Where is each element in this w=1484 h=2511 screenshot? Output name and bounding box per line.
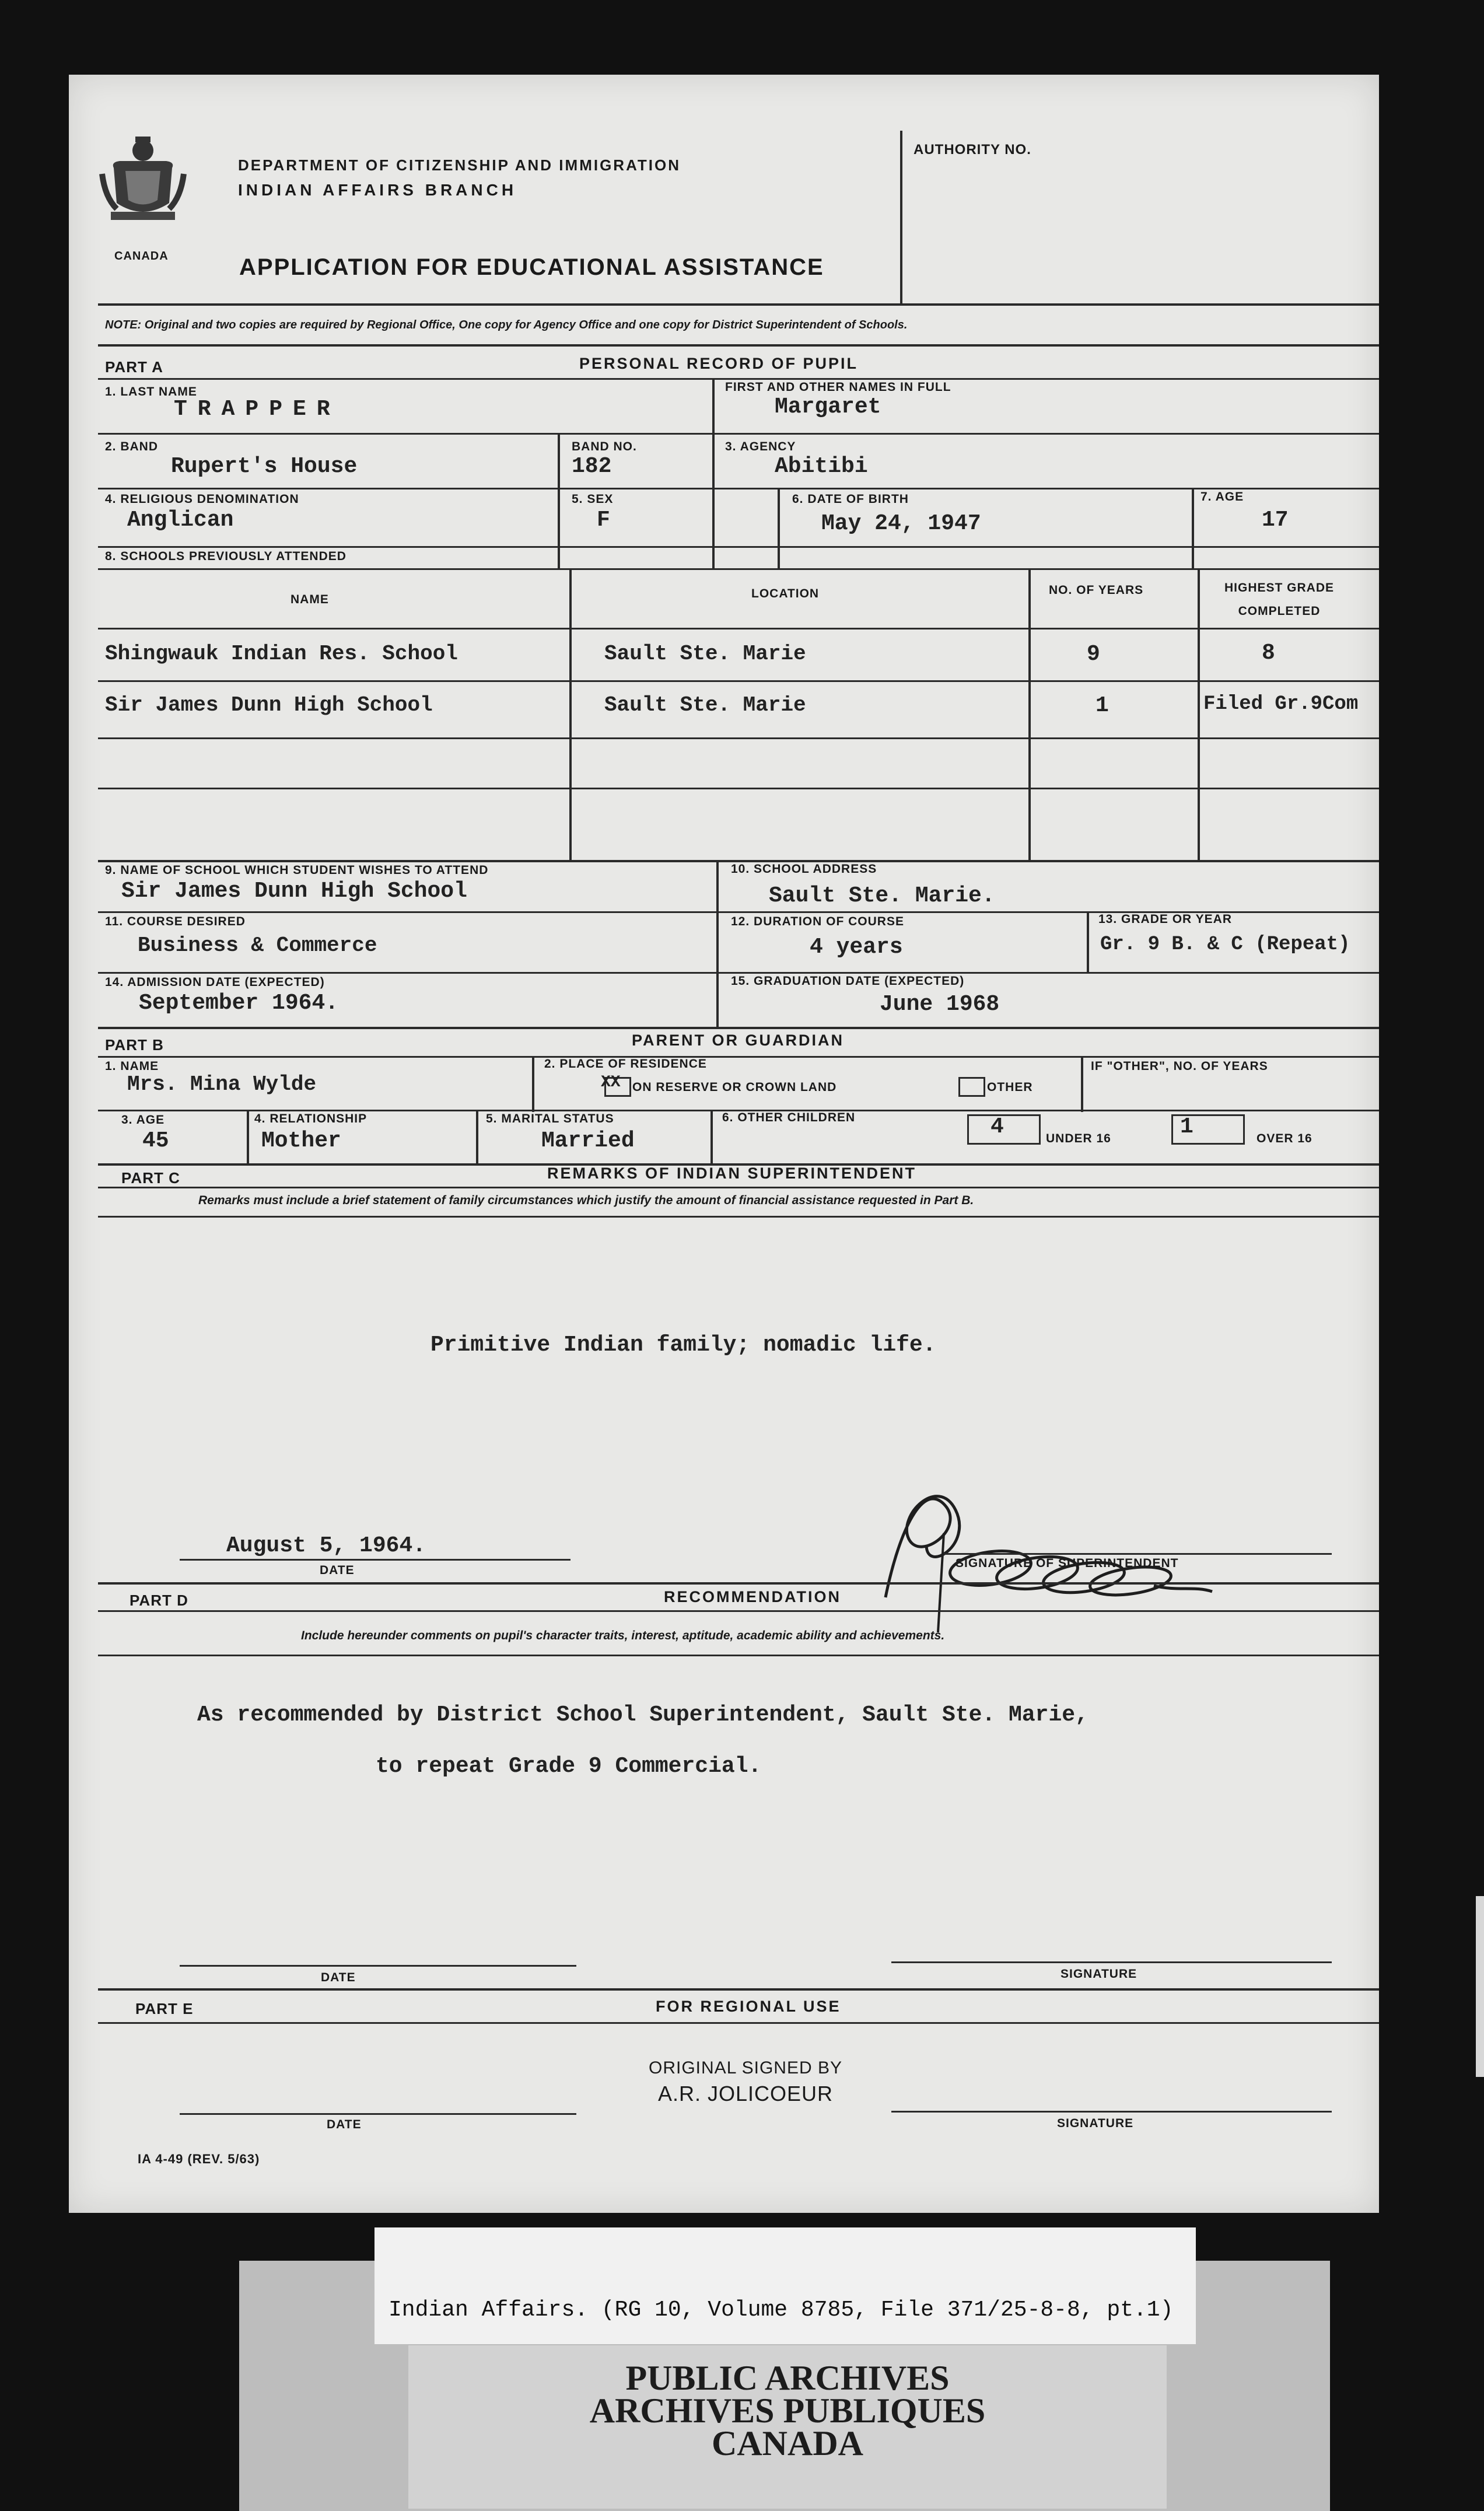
divider	[712, 378, 715, 568]
other-label: OTHER	[987, 1080, 1033, 1094]
under-16-value: 4	[991, 1114, 1004, 1139]
other-years-label: IF "OTHER", NO. OF YEARS	[1091, 1059, 1268, 1073]
parent-name-value: Mrs. Mina Wylde	[127, 1072, 317, 1096]
rule	[98, 568, 1379, 570]
archive-stamp-line-2: ARCHIVES PUBLIQUES	[589, 2391, 986, 2430]
divider	[569, 568, 572, 862]
rule	[98, 1187, 1379, 1188]
course-label: 11. COURSE DESIRED	[105, 915, 246, 928]
school-2-location: Sault Ste. Marie	[604, 693, 806, 717]
admission-value: September 1964.	[139, 991, 339, 1016]
part-c-date-label: DATE	[320, 1564, 355, 1577]
on-reserve-label: ON RESERVE OR CROWN LAND	[632, 1080, 837, 1094]
first-names-value: Margaret	[775, 394, 881, 419]
age-value: 17	[1262, 508, 1289, 533]
rule	[98, 1988, 1379, 1991]
archive-stamp	[408, 2345, 1167, 2509]
note-text: NOTE: Original and two copies are required by Regional Office, One copy for Agency Office and one copy for District Superintendent of Schools.	[105, 319, 908, 331]
dob-value: May 24, 1947	[821, 511, 981, 536]
band-no-value: 182	[572, 454, 612, 479]
marital-value: Married	[541, 1128, 635, 1153]
grade-year-label: 13. GRADE OR YEAR	[1098, 912, 1232, 926]
rule	[98, 680, 1379, 682]
on-reserve-mark: XX	[601, 1073, 621, 1092]
rule	[98, 628, 1379, 630]
divider	[476, 1110, 478, 1166]
religion-value: Anglican	[127, 508, 234, 533]
graduation-value: June 1968	[880, 992, 1000, 1017]
part-d-date-label: DATE	[321, 1971, 356, 1984]
rule	[891, 1961, 1332, 1963]
form-title: APPLICATION FOR EDUCATIONAL ASSISTANCE	[239, 254, 824, 280]
part-d-signature-label: SIGNATURE	[1060, 1967, 1138, 1981]
divider	[247, 1110, 249, 1166]
rule	[98, 1056, 1379, 1058]
school-address-label: 10. SCHOOL ADDRESS	[731, 862, 877, 876]
divider	[532, 1056, 534, 1112]
children-label: 6. OTHER CHILDREN	[722, 1111, 856, 1124]
last-name-label: 1. LAST NAME	[105, 385, 197, 398]
part-c-label: PART C	[121, 1169, 180, 1187]
department-title: DEPARTMENT OF CITIZENSHIP AND IMMIGRATION	[238, 156, 681, 174]
rule	[98, 1216, 1379, 1218]
divider	[1081, 1056, 1083, 1112]
rule	[98, 433, 1379, 435]
band-value: Rupert's House	[171, 454, 358, 479]
school-1-location: Sault Ste. Marie	[604, 642, 806, 666]
divider	[716, 860, 719, 1029]
over-16-label: OVER 16	[1256, 1132, 1312, 1145]
superintendent-remarks: Primitive Indian family; nomadic life.	[430, 1333, 936, 1358]
school-2-grade: Filed Gr.9Com	[1203, 693, 1359, 715]
parent-age-label: 3. AGE	[121, 1113, 165, 1127]
graduation-label: 15. GRADUATION DATE (EXPECTED)	[731, 974, 965, 988]
duration-label: 12. DURATION OF COURSE	[731, 915, 904, 928]
age-label: 7. AGE	[1200, 490, 1244, 503]
rule	[98, 1582, 1379, 1585]
schools-label: 8. SCHOOLS PREVIOUSLY ATTENDED	[105, 550, 346, 563]
over-16-value: 1	[1180, 1114, 1194, 1139]
divider	[558, 433, 560, 568]
superintendent-signature	[874, 1411, 1224, 1644]
parent-name-label: 1. NAME	[105, 1059, 159, 1073]
rule	[98, 303, 1379, 306]
relationship-label: 4. RELATIONSHIP	[254, 1112, 368, 1125]
part-b-label: PART B	[105, 1036, 164, 1054]
rule	[891, 2111, 1332, 2113]
school-1-years: 9	[1087, 642, 1100, 667]
coat-of-arms-emblem	[99, 133, 187, 226]
school-1-grade: 8	[1262, 641, 1275, 666]
superintendent-signature-label: SIGNATURE OF SUPERINTENDENT	[956, 1557, 1179, 1570]
divider	[1028, 568, 1031, 862]
parent-age-value: 45	[142, 1128, 169, 1153]
rule	[98, 546, 1379, 548]
school-1-name: Shingwauk Indian Res. School	[105, 642, 458, 666]
recommendation-line-2: to repeat Grade 9 Commercial.	[376, 1754, 762, 1779]
under-16-box	[967, 1114, 1041, 1145]
schools-header-grade: HIGHEST GRADE COMPLETED	[1224, 581, 1334, 618]
residence-label: 2. PLACE OF RESIDENCE	[544, 1057, 707, 1071]
school-address-value: Sault Ste. Marie.	[769, 883, 995, 908]
divider	[1087, 911, 1089, 972]
edge-card	[1476, 1896, 1484, 2077]
rule	[98, 1610, 1379, 1612]
last-name-value: TRAPPER	[174, 397, 341, 422]
archive-reference-card	[374, 2227, 1196, 2344]
band-label: 2. BAND	[105, 440, 159, 453]
course-value: Business & Commerce	[138, 933, 377, 957]
sex-value: F	[597, 508, 610, 533]
part-d-title: RECOMMENDATION	[664, 1588, 841, 1606]
dob-label: 6. DATE OF BIRTH	[792, 492, 909, 506]
band-no-label: BAND NO.	[572, 440, 637, 453]
sex-label: 5. SEX	[572, 492, 614, 506]
form-number: IA 4-49 (REV. 5/63)	[138, 2152, 260, 2166]
country-label: CANADA	[114, 250, 169, 263]
agency-value: Abitibi	[775, 454, 868, 479]
part-e-date-label: DATE	[327, 2118, 362, 2131]
rule	[98, 737, 1379, 739]
grade-year-value: Gr. 9 B. & C (Repeat)	[1100, 933, 1350, 956]
school-2-name: Sir James Dunn High School	[105, 693, 433, 717]
archive-reference: Indian Affairs. (RG 10, Volume 8785, File 371/25-8-8, pt.1)	[388, 2297, 1174, 2323]
duration-value: 4 years	[810, 935, 903, 960]
authority-box-left	[900, 131, 902, 303]
part-b-title: PARENT OR GUARDIAN	[632, 1031, 844, 1049]
other-checkbox[interactable]	[958, 1077, 985, 1097]
superintendent-date: August 5, 1964.	[226, 1533, 426, 1558]
admission-label: 14. ADMISSION DATE (EXPECTED)	[105, 975, 325, 989]
rule	[180, 1965, 576, 1967]
rule	[98, 1655, 1379, 1656]
branch-title: INDIAN AFFAIRS BRANCH	[238, 181, 517, 199]
rule	[98, 788, 1379, 789]
rule	[944, 1553, 1332, 1555]
part-d-label: PART D	[130, 1592, 188, 1609]
original-signed-by: ORIGINAL SIGNED BY	[649, 2058, 842, 2078]
schools-header-name: NAME	[290, 593, 329, 606]
part-a-title: PERSONAL RECORD OF PUPIL	[579, 355, 859, 372]
school-2-years: 1	[1096, 693, 1109, 718]
schools-header-years: NO. OF YEARS	[1049, 583, 1144, 597]
first-names-label: FIRST AND OTHER NAMES IN FULL	[725, 380, 951, 394]
authority-label: AUTHORITY NO.	[914, 142, 1031, 158]
school-wish-value: Sir James Dunn High School	[121, 879, 467, 904]
part-a-label: PART A	[105, 358, 163, 376]
archive-stamp-line-1: PUBLIC ARCHIVES	[625, 2359, 950, 2397]
schools-header-location: LOCATION	[751, 587, 820, 600]
marital-label: 5. MARITAL STATUS	[486, 1112, 614, 1125]
religion-label: 4. RELIGIOUS DENOMINATION	[105, 492, 299, 506]
divider	[1198, 568, 1200, 862]
divider	[778, 488, 780, 568]
part-c-title: REMARKS OF INDIAN SUPERINTENDENT	[547, 1164, 917, 1182]
application-form-sheet	[69, 75, 1379, 2213]
rule	[98, 1027, 1379, 1029]
recommendation-line-1: As recommended by District School Superintendent, Sault Ste. Marie,	[197, 1702, 1088, 1727]
rule	[180, 2113, 576, 2115]
original-signed-name: A.R. JOLICOEUR	[657, 2082, 834, 2106]
relationship-value: Mother	[261, 1128, 341, 1153]
divider	[1192, 488, 1194, 568]
rule	[98, 488, 1379, 489]
archive-stamp-line-3: CANADA	[712, 2424, 863, 2463]
rule	[98, 344, 1379, 347]
rule	[180, 1559, 570, 1561]
rule	[98, 2022, 1379, 2024]
rule	[98, 972, 1379, 974]
divider	[710, 1110, 713, 1166]
part-e-title: FOR REGIONAL USE	[656, 1998, 841, 2015]
part-c-instruction: Remarks must include a brief statement of family circumstances which justify the amount of financial assistance requested in Part B.	[198, 1194, 974, 1207]
part-e-signature-label: SIGNATURE	[1057, 2117, 1134, 2130]
part-e-label: PART E	[135, 2000, 194, 2017]
rule	[98, 378, 1379, 380]
agency-label: 3. AGENCY	[725, 440, 796, 453]
school-wish-label: 9. NAME OF SCHOOL WHICH STUDENT WISHES TO ATTEND	[105, 863, 489, 877]
under-16-label: UNDER 16	[1046, 1132, 1111, 1145]
part-d-instruction: Include hereunder comments on pupil's character traits, interest, aptitude, academic ability and achievements.	[301, 1629, 945, 1642]
